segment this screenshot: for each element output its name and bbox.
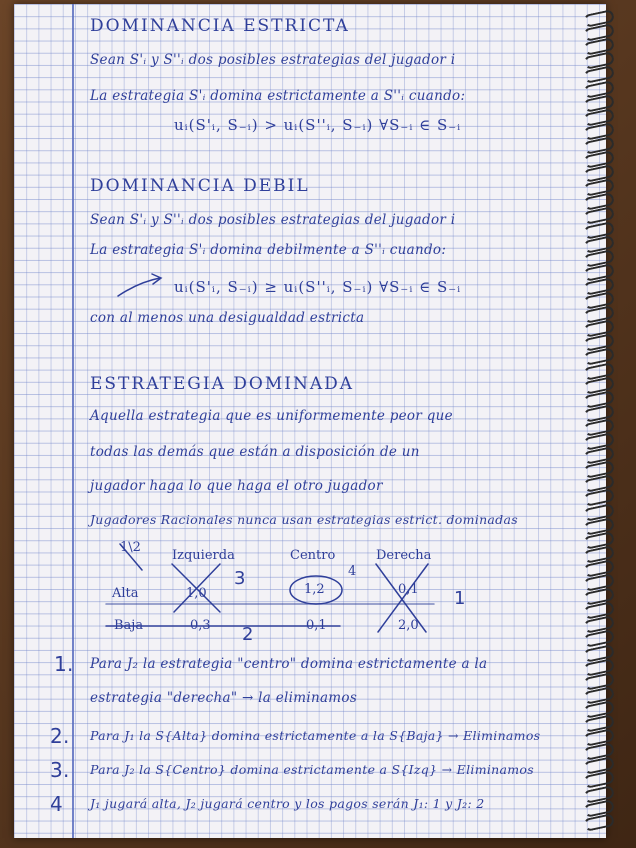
step-3-line: Para J₂ la S{Centro} domina estrictamente a S{Izq} → Eliminamos [90,762,534,777]
strict-formula: uᵢ(S'ᵢ, S₋ᵢ) > uᵢ(S''ᵢ, S₋ᵢ) ∀S₋ᵢ ∈ S₋ᵢ [174,116,462,134]
elimination-order-baja: 2 [242,624,254,645]
title-dominated-strategy: ESTRATEGIA DOMINADA [90,374,355,394]
row-label-alta: Alta [112,586,139,601]
title-strict-dominance: DOMINANCIA ESTRICTA [90,16,350,36]
weak-line-3: con al menos una desigualdad estricta [90,310,365,326]
weak-formula: uᵢ(S'ᵢ, S₋ᵢ) ≥ uᵢ(S''ᵢ, S₋ᵢ) ∀S₋ᵢ ∈ S₋ᵢ [174,278,462,296]
cell-baja-centro: 0,1 [306,618,327,633]
strict-line-2: La estrategia S'ᵢ domina estrictamente a S''ᵢ cuando: [90,88,466,104]
title-weak-dominance: DOMINANCIA DEBIL [90,176,310,196]
handwritten-marks [14,4,606,838]
weak-line-2: La estrategia S'ᵢ domina debilmente a S''ᵢ cuando: [90,242,447,258]
notebook-page [14,4,606,838]
cross-derecha-a [376,564,426,632]
corner-slash [120,544,142,570]
circle-solution-cell [290,576,342,604]
cell-baja-izquierda: 0,3 [190,618,211,633]
step-2-line: Para J₁ la S{Alta} domina estrictamente a la S{Baja} → Eliminamos [90,728,541,743]
step-number-2: 2. [50,724,70,748]
column-header-derecha: Derecha [376,548,432,563]
step-number-3: 3. [50,758,70,782]
step-1-line-2: estrategia "derecha" → la eliminamos [90,690,358,706]
column-header-centro: Centro [290,548,336,563]
step-number-4: 4 [50,792,64,816]
weak-line-1: Sean S'ᵢ y S''ᵢ dos posibles estrategias del jugador i [90,212,456,228]
dominated-line-4: Jugadores Racionales nunca usan estrategias estrict. dominadas [90,512,518,527]
matrix-corner-label: 1\2 [120,540,141,555]
step-1-line-1: Para J₂ la estrategia "centro" domina estrictamente a la [90,656,488,672]
cell-alta-derecha: 0,1 [398,582,419,597]
elimination-order-derecha: 1 [454,588,466,609]
elimination-order-izquierda: 3 [234,568,246,589]
strict-line-1: Sean S'ᵢ y S''ᵢ dos posibles estrategias del jugador i [90,52,456,68]
arrow-shaft [118,278,160,296]
elimination-order-centro: 4 [348,564,357,579]
column-header-izquierda: Izquierda [172,548,235,563]
step-4-line: J₁ jugará alta, J₂ jugará centro y los pagos serán J₁: 1 y J₂: 2 [90,796,485,811]
cell-alta-izquierda: 1,0 [186,586,207,601]
dominated-line-3: jugador haga lo que haga el otro jugador [90,478,383,494]
cell-baja-derecha: 2,0 [398,618,419,633]
dominated-line-1: Aquella estrategia que es uniformemente peor que [90,408,453,424]
spiral-binding [584,12,614,832]
cross-derecha-b [378,564,428,632]
step-number-1: 1. [54,652,74,676]
row-label-baja: Baja [114,618,144,633]
cell-alta-centro: 1,2 [304,582,325,597]
dominated-line-2: todas las demás que están a disposición de un [90,444,420,460]
